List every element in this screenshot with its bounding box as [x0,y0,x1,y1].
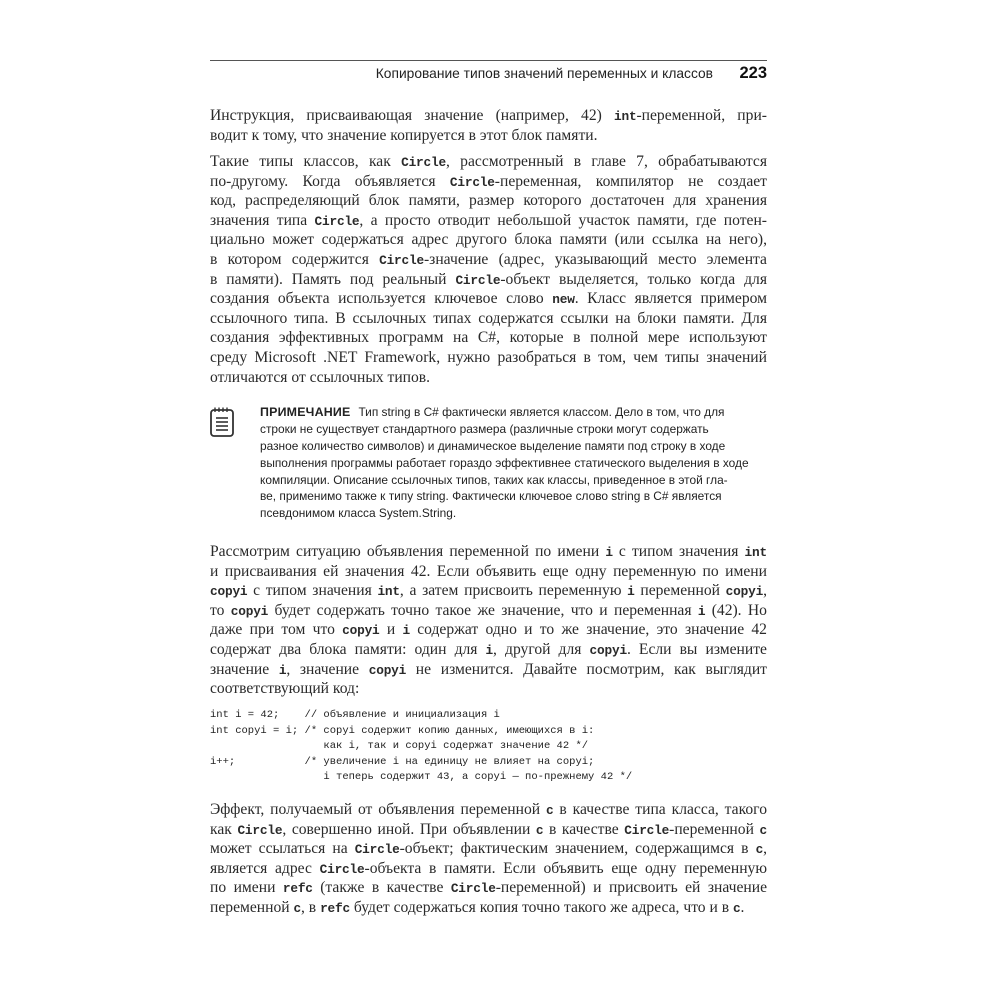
text-run: . [740,898,745,916]
inline-code: c [546,803,554,818]
text-line [210,211,767,231]
text-run: -объект выделяется, только когда для [500,270,768,288]
text-line [210,581,767,601]
text-run: в котором содержится [210,250,380,268]
text-line [210,820,767,840]
text-line [210,328,767,348]
code-line: int copyi = i; /* copyi содержит копию данных, имеющихся в i: [210,724,595,737]
text-run: среду Microsoft .NET Framework, нужно разобраться в том, чем типы значений [210,348,767,366]
running-head [376,64,767,83]
code-line: i теперь содержит 43, а copyi — по-прежнему 42 */ [210,771,633,783]
text-run: Рассмотрим ситуацию объявления переменной по имени [210,543,606,560]
inline-code: int [744,545,767,560]
running-title: Копирование типов значений переменных и классов [375,66,714,81]
notepad-icon [210,406,236,438]
inline-code: Circle [354,842,400,858]
text-run: ссылочного типа. В ссылочных типах содержатся ссылки на блоки памяти. Для [210,309,767,327]
text-line [210,289,767,309]
inline-code: c [755,842,764,858]
inline-code: i [627,584,635,600]
note-label: ПРИМЕЧАНИЕ [260,405,351,419]
text-run: может ссылаться на [210,840,355,858]
inline-code: Circle [314,213,360,229]
text-run: создания объекта используется ключевое слово [210,290,553,308]
text-line [210,309,767,329]
text-run: является адрес [210,859,320,877]
text-line [210,679,767,699]
text-run: будет содержаться копия точно такого же адреса, что и в [349,898,734,916]
text-run: водит к тому, что значение копируется в этот блок памяти. [210,126,598,144]
text-line [210,191,767,211]
code-line: i++; /* увеличение i на единицу не влияет на copyi; [210,755,595,768]
text-run: , значение [286,660,369,678]
text-line [210,859,767,879]
text-run: то [210,601,231,619]
text-run: переменной [210,898,294,916]
text-run: содержат два блока памяти: один для [210,640,486,658]
inline-code: new [552,292,575,308]
text-line [210,660,767,680]
text-run: , [763,582,767,600]
page-number: 223 [739,64,767,82]
note-line: строки не существует стандартного размера (различные строки могут содержать [260,421,709,436]
text-run: создания эффективных программ на C#, которые в полной мере используют [210,329,767,347]
inline-code: c [733,900,741,916]
note-line: разное количество символов) и динамическое выделение памяти под строку в ходе [260,438,726,453]
text-run: . Класс является примером [574,290,767,308]
text-run: -переменная, компилятор не создает [494,172,767,190]
text-line [210,800,767,820]
text-run: Эффект, получаемый от объявления переменной [210,801,546,818]
inline-code: int [377,584,400,600]
text-run: отличаются от ссылочных типов. [210,368,431,386]
text-run: с типом значения [247,582,378,600]
text-line [210,152,767,172]
inline-code: c [293,900,301,916]
inline-code: copyi [230,603,269,619]
inline-code: Circle [624,822,670,838]
note-text [260,404,767,522]
text-line [210,126,767,146]
text-run: , совершенно иной. При объявлении [282,820,536,838]
text-run: значения типа [210,211,315,229]
code-line: как i, так и copyi содержат значение 42 */ [210,740,589,752]
text-line [210,172,767,192]
text-run: по имени [210,879,283,897]
text-run: -значение (адрес, указывающий место элемента [423,250,767,268]
inline-code: copyi [725,584,764,600]
inline-code: c [759,822,767,838]
text-run: будет содержать точно такое же значение, что и переменная [268,601,698,619]
text-run: (42). Но [705,601,767,619]
note-line: ве, применимо также к типу string. Фактически ключевое слово string в C# является [260,489,722,504]
text-line [210,601,767,621]
text-run: переменной [634,582,726,600]
text-run: , рассмотренный в главе 7, обрабатываются [445,153,767,170]
text-run: Инструкция, присваивающая значение (например, 42) [210,107,614,124]
inline-code: i [605,545,613,560]
text-line [210,106,767,126]
text-line [210,250,767,270]
text-run: в качестве типа класса, такого [553,801,767,818]
text-run: , в [301,898,321,916]
note-line: выполнения программы работает гораздо эффективнее статического выделения в ходе [260,455,749,470]
text-run: значение [210,660,279,678]
text-run: , а затем присвоить переменную [399,582,628,600]
text-line [210,640,767,660]
note-block [210,404,767,521]
book-page [210,0,767,1000]
text-run: -переменной [669,820,760,838]
text-run: , [763,840,767,858]
text-run: и [379,621,403,639]
text-run: циально может содержаться адрес другого блока памяти (или ссылка на него), [210,231,767,249]
inline-code: Circle [379,252,424,268]
inline-code: Circle [450,881,496,897]
text-line [210,542,767,562]
paragraph-int-assignment [210,106,767,145]
inline-code: Circle [449,174,495,190]
text-line [210,230,767,250]
paragraph-value-copy [210,542,767,699]
code-listing [210,708,767,786]
text-line [210,348,767,368]
inline-code: c [535,822,544,838]
text-run: и присваивания ей значения 42. Если объявить еще одну переменную по имени [210,562,767,580]
text-line [210,270,767,290]
text-line [210,368,767,388]
inline-code: copyi [368,662,407,678]
text-run: по-другому. Когда объявляется [210,172,450,190]
text-run: , другой для [493,640,590,658]
header-rule [210,60,767,61]
inline-code: copyi [210,584,248,600]
text-run: содержат одно и то же значение, это значение 42 [409,621,767,639]
inline-code: copyi [589,642,627,658]
text-run: -объекта в памяти. Если объявить еще одну переменную [364,859,767,877]
inline-code: i [402,623,410,639]
inline-code: i [278,662,287,678]
code-line: int i = 42; // объявление и инициализация i [210,709,500,721]
note-line: компиляции. Описание ссылочных типов, таких как классы, приведенное в этой гла- [260,472,728,487]
text-run: с типом значения [612,543,745,560]
text-run: (также в качестве [312,879,451,897]
inline-code: refc [320,900,350,916]
text-line [210,839,767,859]
inline-code: Circle [401,155,446,170]
inline-code: copyi [342,623,380,639]
text-line [210,898,767,918]
inline-code: refc [282,881,313,897]
inline-code: i [697,603,706,619]
text-run: -объект; фактическим значением, содержащимся в [399,840,756,858]
text-run: . Если вы измените [626,640,767,658]
text-run: соответствующий код: [210,680,360,698]
paragraph-reference-types [210,152,767,387]
text-run: в памяти). Память под реальный [210,270,456,288]
inline-code: Circle [319,861,365,877]
text-line [210,878,767,898]
inline-code: Circle [237,822,283,838]
note-line: ПРИМЕЧАНИЕ Тип string в C# фактически является классом. Дело в том, что для [260,405,725,419]
text-run: даже при том что [210,621,343,639]
text-line [210,562,767,582]
text-run: -переменной) и присвоить ей значение [495,879,768,897]
text-run: как [210,820,238,838]
text-run: не изменится. Давайте посмотрим, как выглядит [406,660,768,678]
text-line [210,620,767,640]
text-run: Такие типы классов, как [210,153,402,170]
inline-code: Circle [455,272,501,288]
inline-code: i [485,642,494,658]
text-run: код, распределяющий блок памяти, размер которого достаточен для хранения [210,192,767,210]
text-run: -переменной, при- [636,107,767,124]
text-run: , а просто отводит небольшой участок памяти, где потен- [359,211,767,229]
inline-code: int [613,109,637,124]
note-line: псевдонимом класса System.String. [260,506,457,521]
text-run: в качестве [543,820,625,838]
paragraph-class-reference [210,800,767,918]
